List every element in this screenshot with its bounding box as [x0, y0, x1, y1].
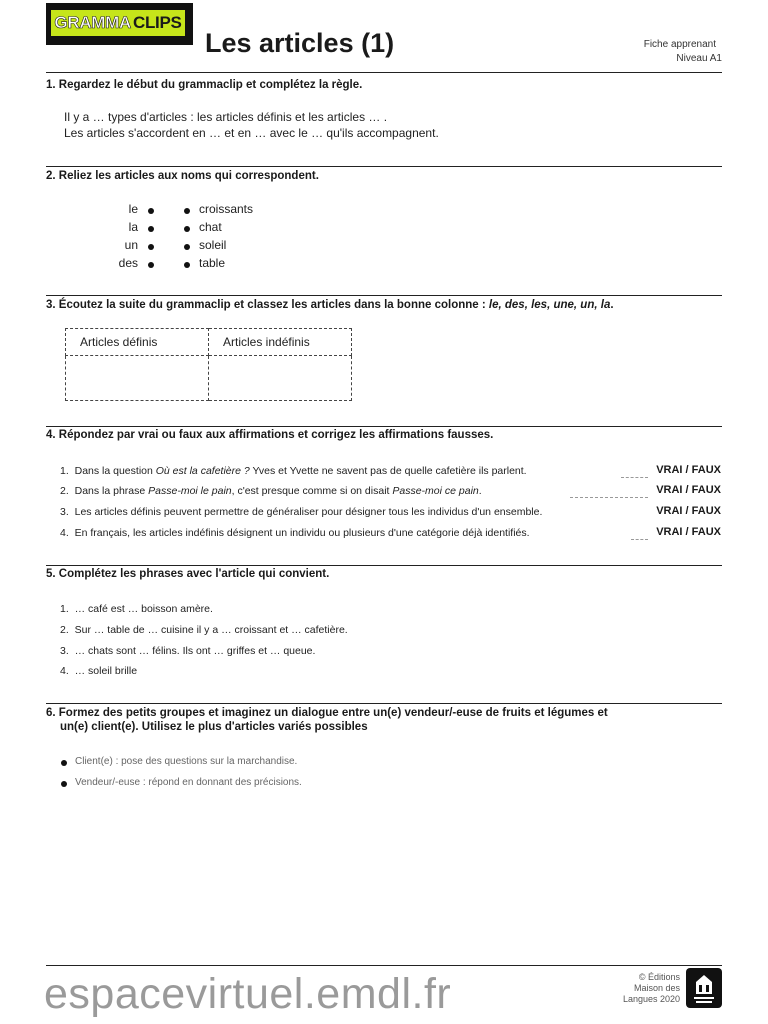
item-text: Dans la question — [74, 465, 156, 477]
item-number: 4. — [60, 527, 69, 539]
noun-soleil: soleil — [199, 238, 227, 252]
copyright-line: Langues 2020 — [622, 994, 680, 1004]
match-dot-right[interactable] — [184, 262, 190, 268]
match-dot-left[interactable] — [148, 208, 154, 214]
maison-des-langues-logo-icon — [686, 968, 722, 1008]
section3-heading-text: 3. Écoutez la suite du grammaclip et classez les articles dans la bonne colonne : — [46, 299, 489, 311]
item-quote: Passe-moi ce pain — [392, 485, 479, 497]
item-text: Yves et Yvette ne savent pas de quelle cafetière ils parlent. — [249, 465, 527, 477]
vrai-faux-choice[interactable]: VRAI / FAUX — [656, 526, 721, 538]
section5-heading: 5. Complétez les phrases avec l'article qui convient. — [46, 568, 330, 580]
answer-blank[interactable] — [631, 539, 648, 540]
match-dot-right[interactable] — [184, 244, 190, 250]
match-dot-left[interactable] — [148, 226, 154, 232]
section3-heading — [46, 299, 614, 311]
vrai-faux-choice[interactable]: VRAI / FAUX — [656, 484, 721, 496]
footer-url[interactable]: espacevirtuel.emdl.fr — [44, 970, 452, 1018]
article-la: la — [128, 220, 138, 234]
item-text: , c'est presque comme si on disait — [231, 485, 393, 497]
section1-line1: Il y a … types d'articles : les articles définis et les articles … . — [64, 110, 388, 124]
match-dot-left[interactable] — [148, 262, 154, 268]
noun-table: table — [199, 256, 226, 270]
item-number: 2. — [60, 624, 69, 636]
section-divider — [46, 426, 722, 427]
column-header-definis: Articles définis — [66, 329, 209, 356]
section3-heading-articles: le, des, les, une, un, la — [488, 299, 611, 311]
article-le: le — [128, 202, 138, 216]
bullet-icon — [61, 781, 67, 787]
copyright-notice — [623, 972, 680, 1005]
footer-divider — [46, 965, 722, 966]
article-des: des — [118, 256, 138, 270]
answer-cell-indefinis[interactable] — [209, 356, 352, 401]
section-divider — [46, 166, 722, 167]
section6-heading-line1: 6. Formez des petits groupes et imaginez un dialogue entre un(e) vendeur/-euse de fruits et légumes et — [46, 707, 608, 719]
copyright-line: Maison des — [633, 983, 680, 993]
answer-blank[interactable] — [570, 497, 648, 498]
sentence-text: … café est … boisson amère. — [74, 603, 213, 615]
fill-sentence — [60, 645, 315, 657]
section4-heading: 4. Répondez par vrai ou faux aux affirmations et corrigez les affirmations fausses. — [46, 429, 494, 441]
vrai-faux-choice[interactable]: VRAI / FAUX — [656, 505, 721, 517]
item-number: 3. — [60, 645, 69, 657]
item-text: En français, les articles indéfinis désignent un individu ou plusieurs d'une catégorie déjà identifiés. — [74, 527, 530, 539]
section-divider — [46, 72, 722, 73]
true-false-item — [60, 527, 530, 539]
fiche-label: Fiche apprenant — [643, 39, 716, 50]
section-divider — [46, 703, 722, 704]
section-divider — [46, 295, 722, 296]
answer-cell-definis[interactable] — [66, 356, 209, 401]
fill-sentence — [60, 624, 348, 636]
sentence-text: … chats sont … félins. Ils ont … griffes et … queue. — [74, 645, 316, 657]
section2-heading: 2. Reliez les articles aux noms qui correspondent. — [46, 170, 319, 182]
level-label: Niveau A1 — [676, 53, 722, 64]
gramma-clips-logo — [46, 3, 193, 45]
true-false-item — [60, 506, 542, 518]
item-text: . — [478, 485, 482, 497]
bullet-vendeur: Vendeur/-euse : répond en donnant des précisions. — [75, 777, 302, 788]
vrai-faux-choice[interactable]: VRAI / FAUX — [656, 464, 721, 476]
noun-chat: chat — [199, 220, 222, 234]
item-text: Les articles définis peuvent permettre de généraliser pour désigner tous les individus d'un ensemble. — [74, 506, 543, 518]
copyright-line: © Éditions — [638, 972, 680, 982]
section3-heading-end: . — [610, 299, 614, 311]
item-text: Dans la phrase — [74, 485, 149, 497]
sentence-text: Sur … table de … cuisine il y a … croissant et … cafetière. — [74, 624, 348, 636]
bullet-icon — [61, 760, 67, 766]
page-title: Les articles (1) — [205, 28, 395, 58]
noun-croissants: croissants — [199, 202, 254, 216]
item-quote: Où est la cafetière ? — [155, 465, 250, 477]
logo-text-gramma: GRAMMA — [54, 13, 131, 32]
section-divider — [46, 565, 722, 566]
article-un: un — [124, 238, 138, 252]
column-header-indefinis: Articles indéfinis — [209, 329, 352, 356]
true-false-item — [60, 465, 527, 477]
item-number: 4. — [60, 665, 69, 677]
item-quote: Passe-moi le pain — [148, 485, 232, 497]
item-number: 1. — [60, 603, 69, 615]
item-number: 2. — [60, 485, 69, 497]
fill-sentence — [60, 603, 213, 615]
answer-blank[interactable] — [621, 477, 648, 478]
section6-heading-line2: un(e) client(e). Utilisez le plus d'articles variés possibles — [60, 721, 368, 733]
match-dot-right[interactable] — [184, 208, 190, 214]
section1-heading: 1. Regardez le début du grammaclip et complétez la règle. — [46, 79, 363, 91]
logo-text-clips: CLIPS — [133, 13, 182, 32]
classification-table — [65, 328, 352, 401]
section1-line2: Les articles s'accordent en … et en … avec le … qu'ils accompagnent. — [64, 126, 439, 140]
bullet-client: Client(e) : pose des questions sur la marchandise. — [75, 756, 298, 767]
item-number: 3. — [60, 506, 69, 518]
item-number: 1. — [60, 465, 69, 477]
sentence-text: … soleil brille — [74, 665, 138, 677]
match-dot-right[interactable] — [184, 226, 190, 232]
matching-exercise — [98, 200, 268, 276]
true-false-item — [60, 485, 482, 497]
match-dot-left[interactable] — [148, 244, 154, 250]
fill-sentence — [60, 665, 137, 677]
